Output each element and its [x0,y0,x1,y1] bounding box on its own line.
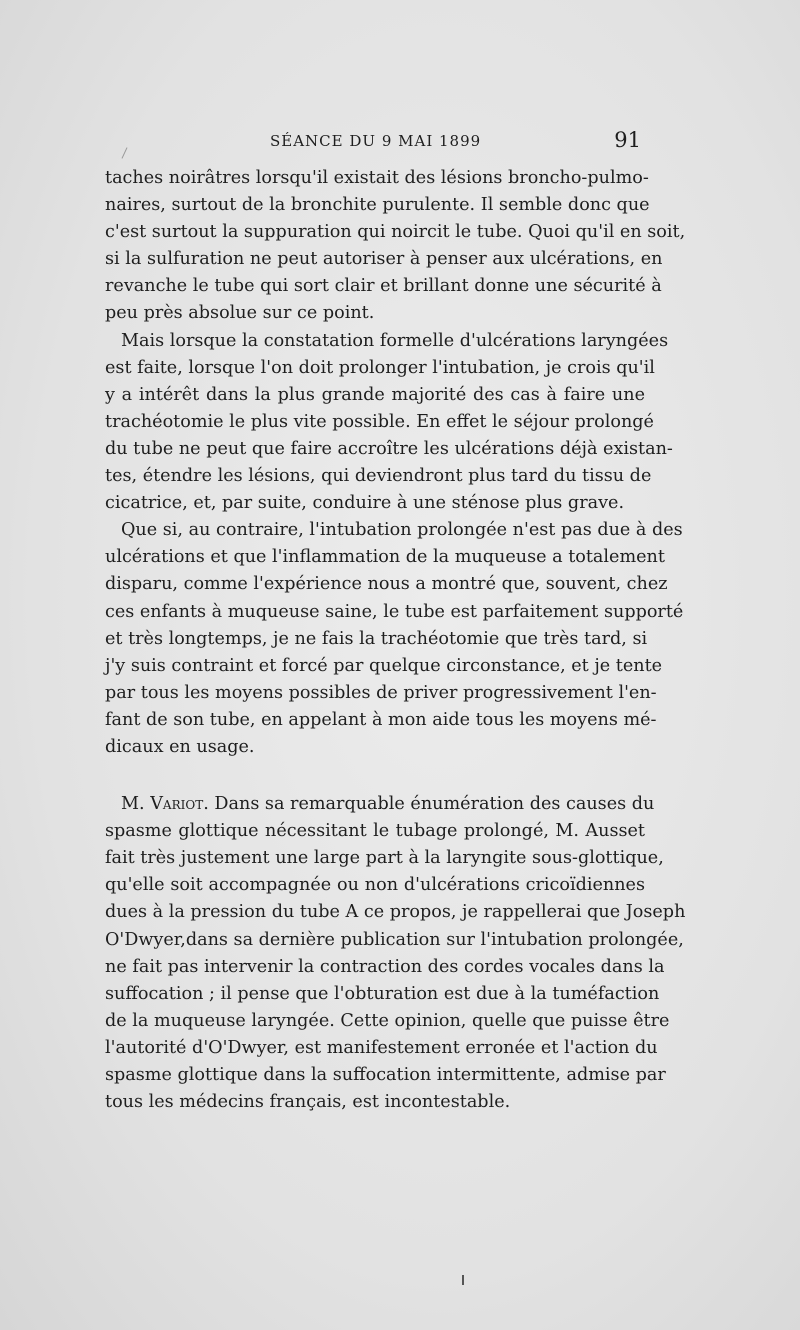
text-line: Que si, au contraire, l'intubation prolongée n'est pas due à des [121,520,683,541]
text-line: O'Dwyer,dans sa dernière publication sur l'intubation prolongée, [105,929,684,950]
speaker-name: Variot [150,794,204,815]
text-line: du tube ne peut que faire accroître les ulcérations déjà existan- [105,438,673,459]
text-line: par tous les moyens possibles de priver progressivement l'en- [105,682,657,703]
text-line: ne fait pas intervenir la contraction des cordes vocales dans la [105,956,665,977]
text-line: tes, étendre les lésions, qui deviendront plus tard du tissu de [105,466,652,487]
text-line: et très longtemps, je ne fais la trachéotomie que très tard, si [105,628,648,649]
text-line: revanche le tube qui sort clair et brillant donne une sécurité à [105,276,662,297]
text-line: naires, surtout de la bronchite purulente. Il semble donc que [105,195,650,216]
text-line: fant de son tube, en appelant à mon aide tous les moyens mé- [105,709,657,730]
text-line: j'y suis contraint et forcé par quelque circonstance, et je tente [105,655,663,676]
text-line: spasme glottique dans la suffocation intermittente, admise par [105,1065,666,1085]
text-line: spasme glottique nécessitant le tubage prolongé, M. Ausset [105,821,645,842]
text-line: ces enfants à muqueuse saine, le tube est parfaitement supporté [105,601,684,622]
text-line: dues à la pression du tube A ce propos, je rappellerai que Joseph [105,902,686,923]
paragraph-3 [105,517,684,761]
paragraph-1 [105,165,686,328]
text-line: disparu, comme l'expérience nous a montré que, souvent, chez [105,574,668,595]
text-line: si la sulfuration ne peut autoriser à penser aux ulcérations, en [105,249,663,270]
text-line: dicaux en usage. [105,736,255,757]
text-line: ulcérations et que l'inflammation de la muqueuse a totalement [105,547,665,568]
text-line: taches noirâtres lorsqu'il existait des lésions broncho-pulmo- [105,168,649,188]
text-line: y a intérêt dans la plus grande majorité des cas à faire une [105,384,645,405]
text-line: est faite, lorsque l'on doit prolonger l'intubation, je crois qu'il [105,357,655,378]
page-number: 91 [614,128,641,152]
speaker-line-text: . Dans sa remarquable énumération des causes du [203,794,655,815]
text-line: peu près absolue sur ce point. [105,303,375,324]
text-line: tous les médecins français, est incontestable. [105,1092,511,1113]
text-line: cicatrice, et, par suite, conduire à une sténose plus grave. [105,493,625,514]
paragraph-4 [105,791,686,1116]
running-title: SÉANCE DU 9 MAI 1899 [270,132,482,150]
paper-mark [462,1275,464,1285]
page-header [105,128,645,158]
speaker-prefix: M. [121,794,151,815]
text-line: c'est surtout la suppuration qui noircit le tube. Quoi qu'il en soit, [105,222,686,243]
text-line: suffocation ; il pense que l'obturation est due à la tuméfaction [105,983,660,1004]
text-line: fait très justement une large part à la laryngite sous-glottique, [105,848,664,869]
text-line: Mais lorsque la constatation formelle d'ulcérations laryngées [121,330,669,351]
text-line: qu'elle soit accompagnée ou non d'ulcérations cricoïdiennes [105,875,645,896]
text-line: de la muqueuse laryngée. Cette opinion, quelle que puisse être [105,1010,670,1031]
section-gap [105,761,645,791]
text-line: l'autorité d'O'Dwyer, est manifestement erronée et l'action du [105,1037,658,1058]
paragraph-2 [105,328,673,518]
body-text [105,165,686,1116]
text-line: trachéotomie le plus vite possible. En effet le séjour prolongé [105,411,654,432]
speaker-line [105,791,655,818]
